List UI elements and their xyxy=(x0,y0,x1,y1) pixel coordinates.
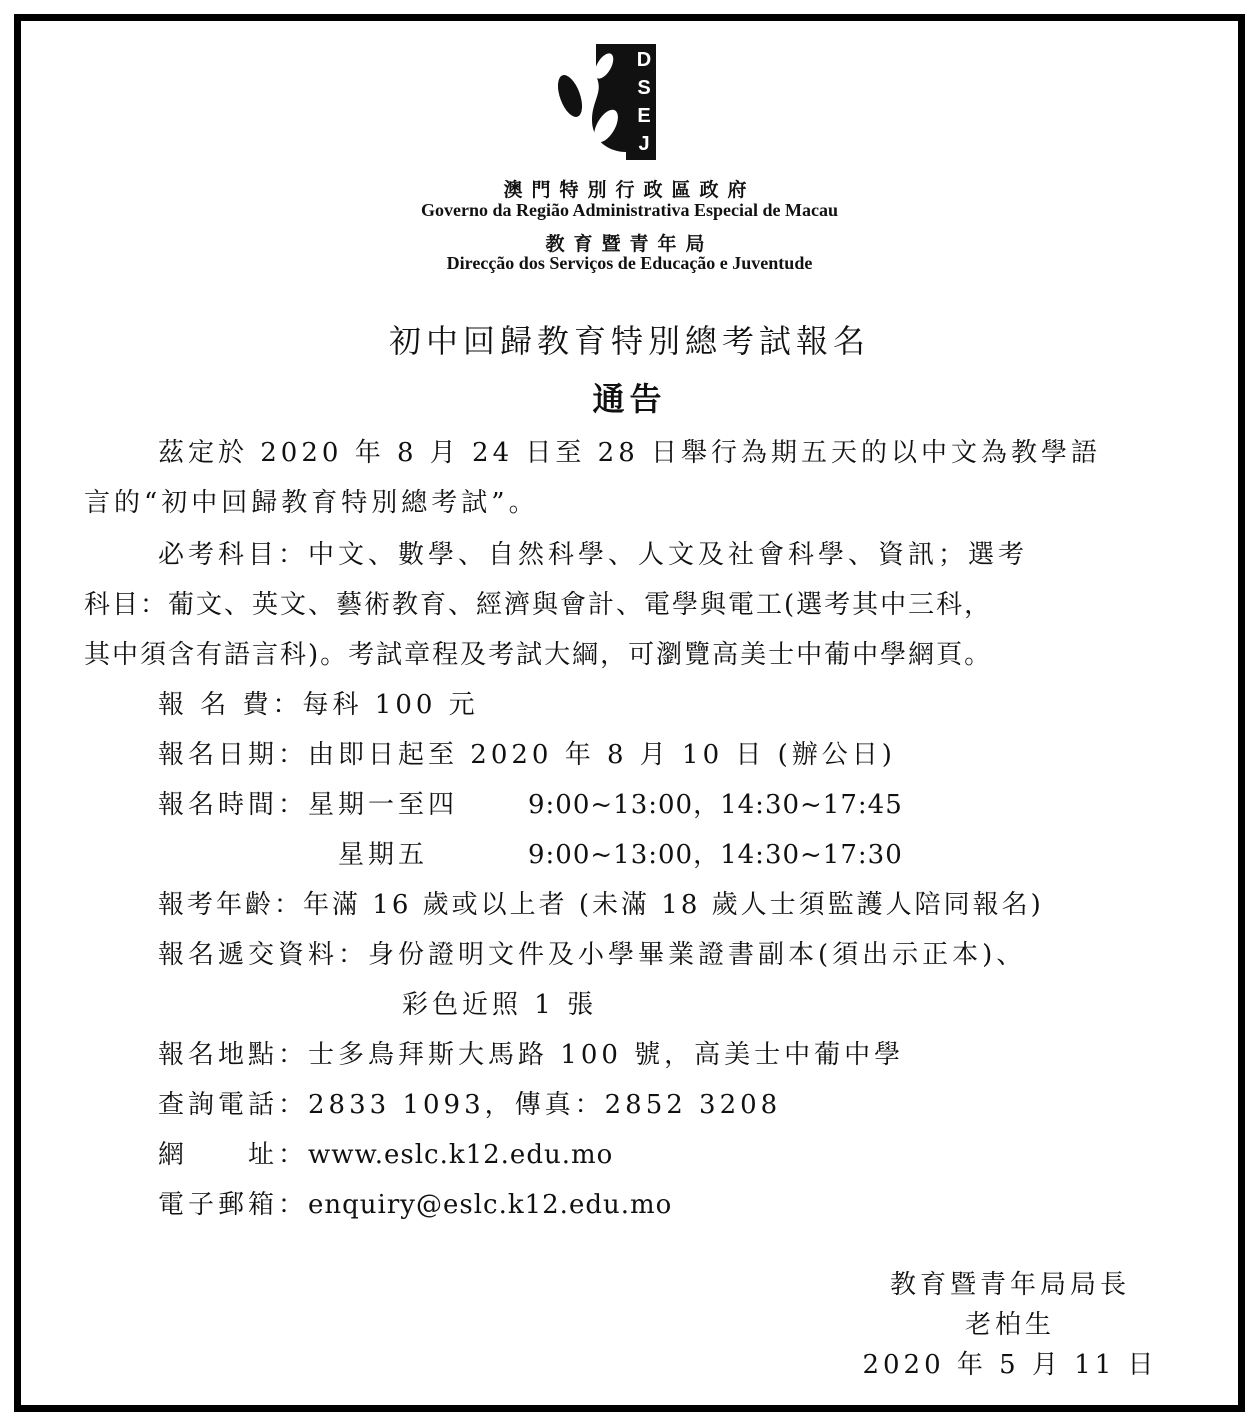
phone-label: 查詢電話： xyxy=(158,1090,309,1120)
signature-name: 老柏生 xyxy=(964,1310,1055,1340)
time-mon-thu-hours: 9:00~13:00，14:30~17:45 xyxy=(528,790,903,820)
age-label: 報考年齡： xyxy=(158,890,304,920)
place-label: 報名地點： xyxy=(158,1040,309,1070)
time-fri-day: 星期五 xyxy=(338,840,429,870)
logo-letter-s: S xyxy=(637,77,651,99)
gov-name-zh: 澳門特別行政區政府 xyxy=(503,179,756,201)
docs-value-line2: 彩色近照 1 張 xyxy=(402,990,598,1020)
fee-value: 每科 100 元 xyxy=(302,690,479,720)
date-value: 由即日起至 2020 年 8 月 10 日 (辦公日) xyxy=(308,740,896,770)
web-value: www.eslc.k12.edu.mo xyxy=(308,1140,614,1170)
web-label: 網 址： xyxy=(158,1140,309,1170)
para1-line1: 茲定於 2020 年 8 月 24 日至 28 日舉行為期五天的以中文為教學語 xyxy=(158,438,1101,468)
time-row-1 xyxy=(158,784,458,821)
fee-label: 報 名 費： xyxy=(158,690,303,720)
dsej-logo xyxy=(556,40,666,164)
phone-value: 2833 1093，傳真：2852 3208 xyxy=(308,1090,782,1120)
logo-leaf xyxy=(556,72,587,120)
para2-line1: 必考科目：中文、數學、自然科學、人文及社會科學、資訊；選考 xyxy=(158,540,1029,570)
para2-line3: 其中須含有語言科)。考試章程及考試大綱，可瀏覽高美士中葡中學網頁。 xyxy=(84,640,993,670)
notice-subtitle: 通告 xyxy=(592,380,667,418)
docs-value-line1: 身份證明文件及小學畢業證書副本(須出示正本)、 xyxy=(368,940,1027,970)
docs-row xyxy=(158,934,1026,971)
signature-date: 2020 年 5 月 11 日 xyxy=(862,1350,1158,1380)
phone-row xyxy=(158,1084,781,1121)
email-value: enquiry@eslc.k12.edu.mo xyxy=(308,1190,673,1220)
date-label: 報名日期： xyxy=(158,740,309,770)
para2-line2: 科目：葡文、英文、藝術教育、經濟與會計、電學與電工(選考其中三科， xyxy=(84,590,993,620)
time-mon-thu-day: 星期一至四 xyxy=(308,790,459,820)
dept-name-pt: Direcção dos Serviços de Educação e Juventude xyxy=(446,253,813,273)
notice-title: 初中回歸教育特別總考試報名 xyxy=(388,322,870,360)
place-value: 士多鳥拜斯大馬路 100 號，高美士中葡中學 xyxy=(308,1040,905,1070)
web-row xyxy=(158,1134,613,1171)
logo-letter-d: D xyxy=(636,49,652,71)
dept-name-zh: 教育暨青年局 xyxy=(545,233,714,255)
docs-label: 報名遞交資料： xyxy=(158,940,369,970)
para1-line2: 言的“初中回歸教育特別總考試”。 xyxy=(84,488,539,518)
email-row xyxy=(158,1184,672,1221)
date-row xyxy=(158,734,896,771)
email-label: 電子郵箱： xyxy=(158,1190,309,1220)
gov-name-pt: Governo da Região Administrativa Especial de Macau xyxy=(421,200,838,220)
time-label: 報名時間： xyxy=(158,790,309,820)
logo-letter-e: E xyxy=(637,105,651,127)
age-value: 年滿 16 歲或以上者 (未滿 18 歲人士須監護人陪同報名) xyxy=(303,890,1044,920)
place-row xyxy=(158,1034,904,1071)
signature-position: 教育暨青年局局長 xyxy=(889,1270,1130,1300)
time-fri-hours: 9:00~13:00，14:30~17:30 xyxy=(528,840,903,870)
fee-row xyxy=(158,684,479,721)
logo-letter-j: J xyxy=(638,133,650,155)
age-row xyxy=(158,884,1044,921)
